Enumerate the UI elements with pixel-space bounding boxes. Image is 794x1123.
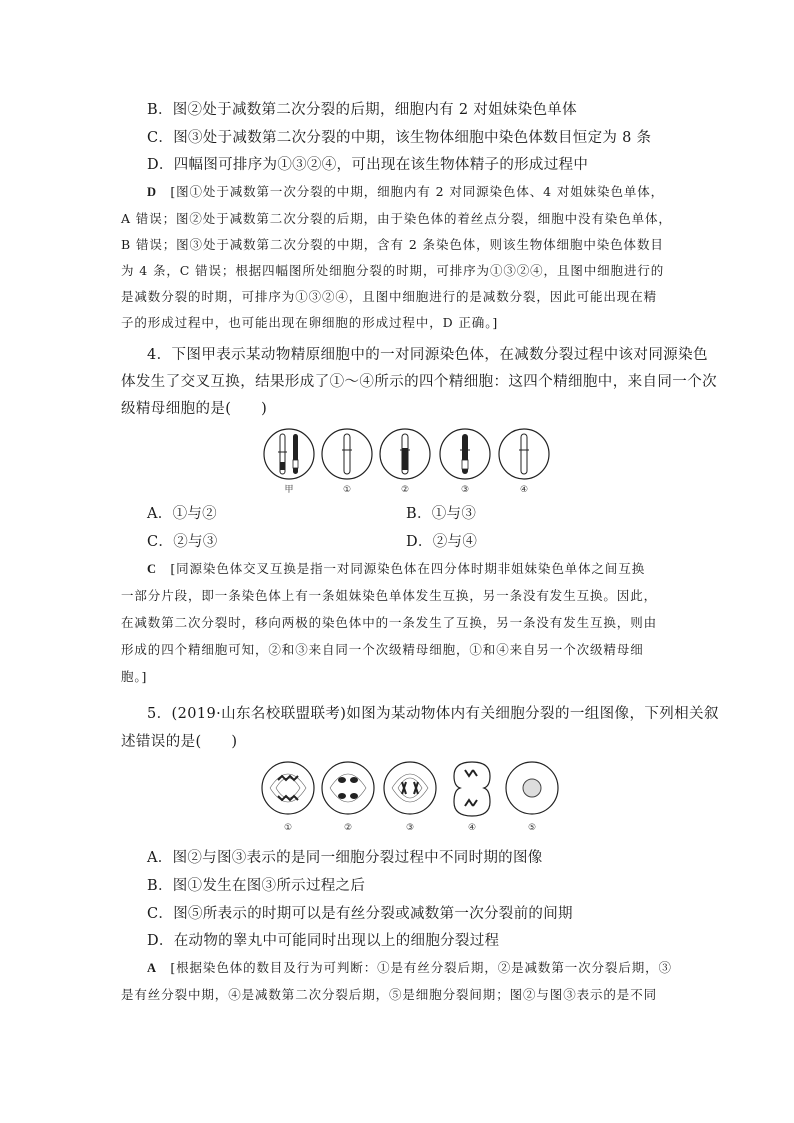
q4-option-a: A．①与② [147,506,217,522]
label-3: ③ [405,823,415,833]
answer-text: [图①处于减数第一次分裂的中期，细胞内有 2 对同源染色体、4 对姐妹染色单体， [170,184,665,199]
q4-option-b: B．①与③ [406,506,477,522]
label-4: ④ [467,823,477,833]
q4-answer-line-4: 形成的四个精细胞可知，②和③来自同一个次级精母细胞，①和④来自另一个次级精母细 [121,642,644,657]
option-c: C．图③处于减数第二次分裂的中期，该生物体细胞中染色体数目恒定为 8 条 [147,130,652,146]
option-b: B．图②处于减数第二次分裂的后期，细胞内有 2 对姐妹染色单体 [147,102,577,118]
cell-4 [499,429,549,495]
q5-option-c: C．图⑤所表示的时期可以是有丝分裂或减数第一次分裂前的间期 [147,906,573,922]
label-1: ① [283,823,293,833]
q4-answer-letter: C [147,562,157,576]
answer-line-5: 是减数分裂的时期，可排序为①③②④，且图中细胞进行的是减数分裂，因此可能出现在精 [121,289,658,304]
answer-line-1 [147,182,664,200]
label-4: ④ [519,485,529,495]
label-5: ⑤ [527,823,537,833]
q4-answer-line-1 [147,559,645,577]
answer-line-2: A 错误；图②处于减数第二次分裂的后期，由于染色体的着丝点分裂，细胞中没有染色单体， [121,211,672,226]
q5-answer-line-1 [147,958,672,976]
cell-2 [380,429,430,495]
answer-line-3: B 错误；图③处于减数第二次分裂的中期，含有 2 条染色体，则该生物体细胞中染色体数目 [121,237,664,252]
q5-option-d: D．在动物的睾丸中可能同时出现以上的细胞分裂过程 [147,933,500,949]
label-3: ③ [460,485,470,495]
q4-stem-1: 4．下图甲表示某动物精原细胞中的一对同源染色体，在减数分裂过程中该对同源染色 [147,347,708,363]
cell-3 [440,429,490,495]
cell-1 [322,429,372,495]
cell-4 [454,762,490,833]
cell-5 [506,762,558,833]
cell-3 [384,762,436,833]
q4-answer-line-3: 在减数第二次分裂时，移向两极的染色体中的一条发生了互换，另一条没有发生互换，则由 [121,615,658,630]
label-2: ② [400,485,410,495]
label-1: ① [342,485,352,495]
q5-stem-1: 5．(2019·山东名校联盟联考)如图为某动物体内有关细胞分裂的一组图像，下列相关叙 [147,706,719,722]
q4-answer-line-2: 一部分片段，即一条染色体上有一条姐妹染色单体发生互换，另一条没有发生互换。因此， [121,588,658,603]
q4-stem-2: 体发生了交叉互换，结果形成了①～④所示的四个精细胞：这四个精细胞中，来自同一个次 [121,374,717,390]
label-jia: 甲 [284,485,294,495]
q5-option-a: A．图②与图③表示的是同一细胞分裂过程中不同时期的图像 [147,850,543,866]
q5-answer-line-2: 是有丝分裂中期，④是减数第二次分裂后期，⑤是细胞分裂间期；图②与图③表示的是不同 [121,987,658,1002]
answer-line-6: 子的形成过程中，也可能出现在卵细胞的形成过程中，D 正确。] [121,315,499,330]
q5-cell-division-figure [260,758,560,838]
cell-1 [262,762,314,833]
q4-answer-text: [同源染色体交叉互换是指一对同源染色体在四分体时期非姐妹染色单体之间互换 [170,561,646,576]
label-2: ② [343,823,353,833]
q4-option-c: C．②与③ [147,534,218,550]
q5-answer-text: [根据染色体的数目及行为可判断：①是有丝分裂后期，②是减数第一次分裂后期，③ [170,960,672,975]
q5-option-b: B．图①发生在图③所示过程之后 [147,878,366,894]
q4-answer-line-5: 胞。] [121,669,148,684]
q4-stem-3: 级精母细胞的是( ) [121,401,268,417]
cell-2 [322,762,374,833]
q5-stem-2: 述错误的是( ) [121,734,238,750]
q4-option-d: D．②与④ [406,534,478,550]
option-d: D．四幅图可排序为①③②④，可出现在该生物体精子的形成过程中 [147,157,589,173]
q4-chromosome-figure [262,424,552,498]
q5-answer-letter: A [147,961,157,975]
answer-letter: D [147,185,157,199]
answer-line-4: 为 4 条，C 错误；根据四幅图所处细胞分裂的时期，可排序为①③②④，且图中细胞进行的 [121,263,665,278]
cell-jia [264,429,314,495]
